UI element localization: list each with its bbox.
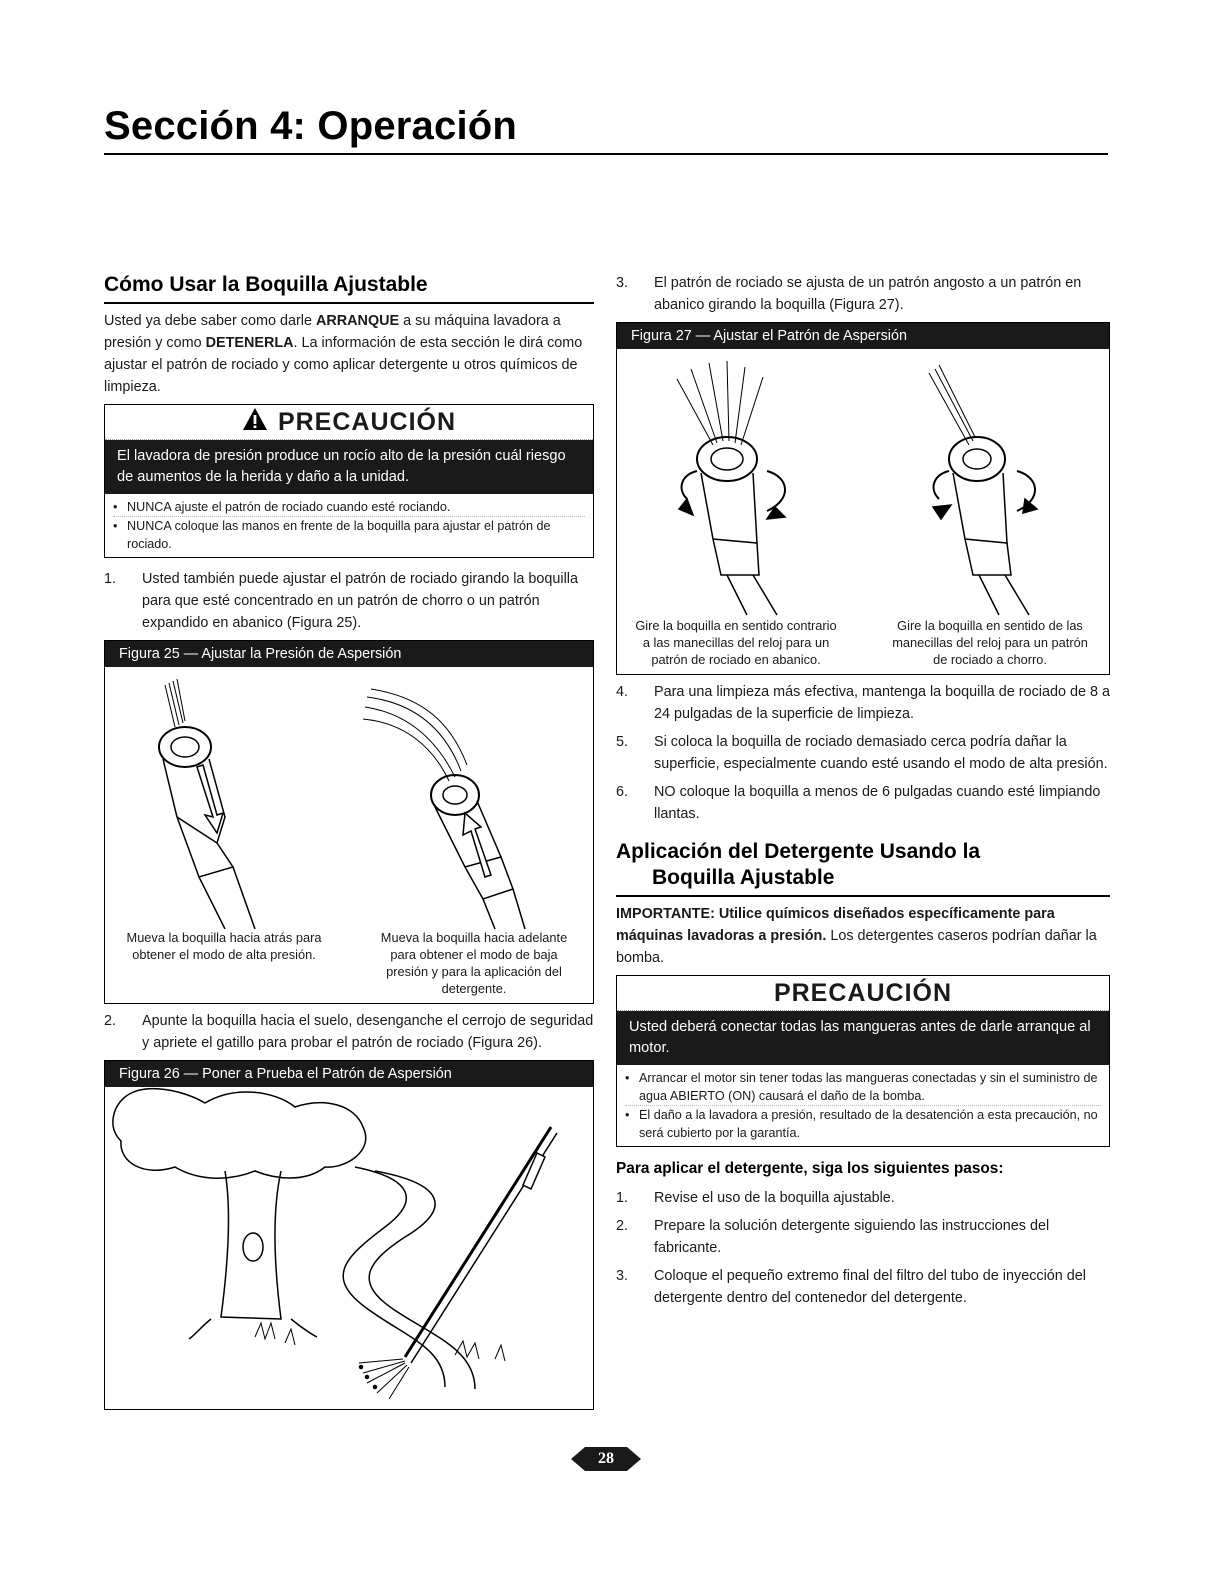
- caution-item: • El daño a la lavadora a presión, resultado de la desatención a esta precaución, no será cubierto por la garantía.: [625, 1108, 1098, 1140]
- figure-27: [616, 322, 1110, 675]
- figure-27-title: Figura 27 — Ajustar el Patrón de Aspersión: [617, 323, 1109, 349]
- figure-27-caption-left: Gire la boquilla en sentido contrario a las manecillas del reloj para un patrón de rociado en abanico.: [635, 618, 837, 667]
- step-text: Revise el uso de la boquilla ajustable.: [654, 1190, 895, 1206]
- caution-item: • NUNCA coloque las manos en frente de la boquilla para ajustar el patrón de rociado.: [113, 519, 551, 551]
- figure-26-illustration: [105, 1087, 593, 1409]
- caution-header: [105, 405, 593, 440]
- page-number-badge: [571, 1443, 641, 1475]
- right-column: [616, 272, 1110, 1315]
- important-note: [616, 903, 1110, 969]
- step-item: [616, 1265, 1110, 1309]
- section-heading-detergent: [616, 839, 1110, 897]
- step-item: [616, 1187, 1110, 1209]
- step-number: 3.: [616, 275, 629, 291]
- page-title: Sección 4: Operación: [104, 104, 518, 148]
- intro-text-2: a su máquina lavadora a presión y como: [104, 313, 561, 351]
- figure-25-title: Figura 25 — Ajustar la Presión de Aspersión: [105, 641, 593, 667]
- intro-text-3: . La información de esta sección le dirá como ajustar el patrón de rociado y como aplicar detergente u otros químicos de limpieza.: [104, 335, 583, 395]
- caution-box: [104, 404, 594, 558]
- caution-item-text: Arrancar el motor sin tener todas las mangueras conectadas y sin el suministro de agua ABIERTO (ON) causará el daño de la bomba.: [639, 1071, 1098, 1103]
- section-heading-line-1: Aplicación del Detergente Usando la: [616, 840, 981, 863]
- tree-spray-illustration-icon: [105, 1087, 593, 1409]
- figure-25-captions: [105, 929, 593, 1003]
- step-number: 5.: [616, 734, 629, 750]
- step-item: [104, 568, 594, 634]
- step-number: 3.: [616, 1268, 629, 1284]
- caution-header: [617, 976, 1109, 1011]
- caution-band-text: Usted deberá conectar todas las mangueras antes de darle arranque al motor.: [617, 1011, 1109, 1065]
- important-bold: IMPORTANTE: Utilice químicos diseñados específicamente para máquinas lavadoras a presión.: [616, 906, 1055, 944]
- nozzle-rotation-illustration-icon: [617, 349, 1109, 617]
- step-text: El patrón de rociado se ajusta de un patrón angosto a un patrón en abanico girando la boquilla (Figura 27).: [654, 275, 1082, 313]
- page-number: 28: [598, 1450, 614, 1467]
- caution-title: PRECAUCIÓN: [773, 978, 953, 1007]
- figure-26-title: Figura 26 — Poner a Prueba el Patrón de Aspersión: [105, 1061, 593, 1087]
- caution-band-text: El lavadora de presión produce un rocío alto de la presión cuál riesgo de aumentos de la herida y daño a la unidad.: [105, 440, 593, 494]
- step-text: Apunte la boquilla hacia el suelo, desenganche el cerrojo de seguridad y apriete el gatillo para probar el patrón de rociado (Figura 26).: [142, 1013, 594, 1051]
- caution-item-text: NUNCA ajuste el patrón de rociado cuando esté rociando.: [127, 500, 451, 514]
- intro-bold-start: ARRANQUE: [315, 313, 400, 329]
- section-heading-line-2: Boquilla Ajustable: [652, 866, 835, 889]
- figure-27-caption-right: Gire la boquilla en sentido de las manecillas del reloj para un patrón de rociado a chorro.: [892, 618, 1088, 667]
- step-item: [616, 731, 1110, 775]
- step-item: [616, 781, 1110, 825]
- figure-25-caption-right: Mueva la boquilla hacia adelante para obtener el modo de baja presión y para la aplicación del detergente.: [380, 930, 568, 996]
- left-column: [104, 272, 594, 1416]
- section-heading-nozzle: Cómo Usar la Boquilla Ajustable: [104, 272, 594, 304]
- step-text: Prepare la solución detergente siguiendo las instrucciones del fabricante.: [654, 1218, 1050, 1256]
- important-rest: Los detergentes caseros podrían dañar la bomba.: [616, 928, 1097, 966]
- caution-title: PRECAUCIÓN: [277, 407, 457, 436]
- caution-item: • NUNCA ajuste el patrón de rociado cuando esté rociando.: [113, 498, 585, 517]
- caution-list: [617, 1065, 1109, 1146]
- figure-26: [104, 1060, 594, 1410]
- figure-25-illustration: [105, 667, 593, 929]
- figure-25: [104, 640, 594, 1004]
- caution-list: [105, 494, 593, 557]
- step-text: Usted también puede ajustar el patrón de rociado girando la boquilla para que esté concentrado en un patrón de chorro o un patrón expandido en abanico (Figura 25).: [142, 571, 579, 631]
- step-number: 2.: [104, 1013, 117, 1029]
- caution-item-text: NUNCA coloque las manos en frente de la boquilla para ajustar el patrón de rociado.: [127, 519, 551, 551]
- step-text: Para una limpieza más efectiva, mantenga la boquilla de rociado de 8 a 24 pulgadas de la superficie de limpieza.: [654, 684, 1110, 722]
- step-number: 4.: [616, 684, 629, 700]
- step-text: Coloque el pequeño extremo final del filtro del tubo de inyección del detergente dentro del contenedor del detergente.: [654, 1268, 1087, 1306]
- figure-27-captions: [617, 617, 1109, 674]
- warning-triangle-icon: [242, 407, 268, 438]
- step-number: 6.: [616, 784, 629, 800]
- step-item: [616, 272, 1110, 316]
- caution-box-2: [616, 975, 1110, 1147]
- figure-27-illustration: [617, 349, 1109, 617]
- title-divider: [104, 153, 1108, 155]
- step-number: 2.: [616, 1218, 629, 1234]
- step-number: 1.: [104, 571, 117, 587]
- caution-item-text: El daño a la lavadora a presión, resultado de la desatención a esta precaución, no será cubierto por la garantía.: [639, 1108, 1098, 1140]
- step-item: [616, 1215, 1110, 1259]
- step-text: Si coloca la boquilla de rociado demasiado cerca podría dañar la superficie, especialmente cuando esté usando el modo de alta presión.: [654, 734, 1108, 772]
- step-number: 1.: [616, 1190, 629, 1206]
- step-text: NO coloque la boquilla a menos de 6 pulgadas cuando esté limpiando llantas.: [654, 784, 1101, 822]
- step-item: [616, 681, 1110, 725]
- steps-heading: Para aplicar el detergente, siga los siguientes pasos:: [616, 1160, 1004, 1177]
- step-item: [104, 1010, 594, 1054]
- figure-25-caption-left: Mueva la boquilla hacia atrás para obtener el modo de alta presión.: [126, 930, 322, 962]
- caution-item: • Arrancar el motor sin tener todas las mangueras conectadas y sin el suministro de agua ABIERTO (ON) causará el daño de la bomba.: [625, 1069, 1101, 1106]
- nozzle-illustration-icon: [105, 667, 593, 929]
- intro-bold-stop: DETENERLA: [205, 335, 294, 351]
- intro-paragraph: [104, 310, 594, 398]
- intro-text-1: Usted ya debe saber como darle: [104, 313, 316, 329]
